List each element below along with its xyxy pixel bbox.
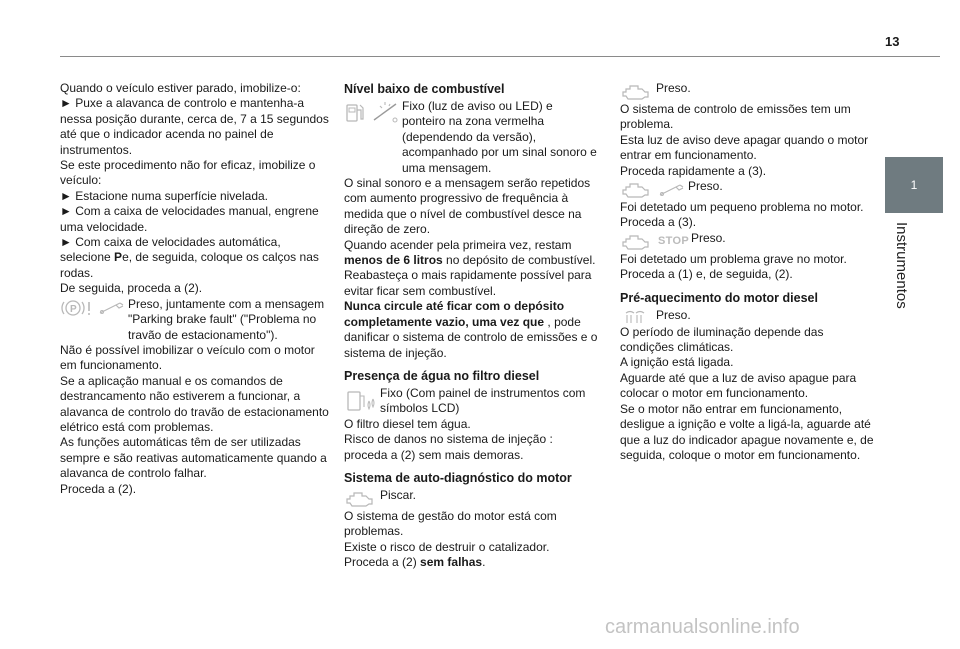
bullet-item: ► Com a caixa de velocidades manual, engrene uma velocidade. bbox=[60, 204, 319, 234]
column-1 bbox=[60, 81, 330, 497]
paragraph: A ignição está ligada. bbox=[620, 355, 734, 370]
paragraph: Foi detetado um pequeno problema no motor. bbox=[620, 200, 864, 215]
water-in-fuel-icon bbox=[344, 387, 378, 415]
wrench-icon bbox=[658, 182, 686, 198]
paragraph: O sistema de controlo de emissões tem um problema. bbox=[620, 102, 851, 132]
chapter-tab[interactable]: 1 bbox=[885, 157, 943, 213]
paragraph: Foi detetado um problema grave no motor. bbox=[620, 251, 847, 266]
paragraph: O sinal sonoro e a mensagem serão repetidos com aumento progressivo de frequência à medida que o nível de combustível desce na direção de zero. bbox=[344, 176, 591, 237]
bullet-icon: ► bbox=[60, 204, 76, 219]
glow-plug-warning bbox=[620, 308, 874, 325]
wrench-icon bbox=[98, 300, 126, 316]
paragraph: Se este procedimento não for eficaz, imobilize o veículo: bbox=[60, 158, 316, 188]
paragraph: Aguarde até que a luz de aviso apague para colocar o motor em funcionamento. bbox=[620, 370, 857, 401]
icon-description: Fixo (luz de aviso ou LED) e ponteiro na zona vermelha (dependendo da versão), acompanhado por um sinal sonoro e uma mensagem. bbox=[402, 99, 597, 175]
icon-description: Piscar. bbox=[380, 487, 417, 502]
parking-brake-icon bbox=[60, 298, 94, 318]
glow-plug-heading: Pré-aquecimento do motor diesel bbox=[620, 290, 818, 305]
fuel-pump-icon bbox=[344, 100, 366, 124]
engine-icon bbox=[344, 489, 378, 509]
paragraph: Quando acender pela primeira vez, restam menos de 6 litros no depósito de combustível. Reabasteça o mais rapidamente possível para evitar ficar sem combustível. bbox=[344, 237, 596, 298]
paragraph: O período de iluminação depende das condições climáticas. bbox=[620, 324, 824, 355]
icon-description: Preso. bbox=[656, 81, 691, 95]
svg-text:P: P bbox=[70, 303, 77, 315]
minor-engine-warning bbox=[620, 179, 874, 200]
paragraph: Nunca circule até ficar com o depósito completamente vazio, uma vez que , pode danificar o sistema de controlo de emissões e o sistema de injeção. bbox=[344, 299, 598, 360]
chapter-label: Instrumentos bbox=[893, 222, 910, 309]
icon-description: Fixo (Com painel de instrumentos com símbolos LCD) bbox=[380, 385, 586, 416]
paragraph: Quando o veículo estiver parado, imobilize-o: bbox=[60, 81, 301, 95]
fuel-heading: Nível baixo de combustível bbox=[344, 82, 505, 96]
emissions-warning bbox=[620, 81, 874, 102]
header-rule bbox=[60, 56, 940, 57]
paragraph: Existe o risco de destruir o catalizador. bbox=[344, 539, 550, 554]
fuel-gauge-icon bbox=[370, 100, 400, 124]
paragraph: Não é possível imobilizar o veículo com o motor em funcionamento. bbox=[60, 342, 315, 373]
column-3 bbox=[620, 81, 874, 463]
paragraph: Se a aplicação manual e os comandos de destrancamento não estiverem a funcionar, a alavanca de controlo do travão de estacionamento elétrico está com problemas. bbox=[60, 373, 329, 434]
engine-icon bbox=[620, 180, 654, 200]
paragraph: Proceda a (1) e, de seguida, (2). bbox=[620, 267, 793, 282]
bullet-item: ► Com caixa de velocidades automática, selecione Pe, de seguida, coloque os calços nas rodas. bbox=[60, 235, 319, 280]
water-warning bbox=[344, 386, 598, 417]
fuel-warning bbox=[344, 99, 598, 176]
diagnostic-heading: Sistema de auto-diagnóstico do motor bbox=[344, 470, 572, 485]
icon-description: Preso. bbox=[690, 230, 726, 245]
paragraph: Esta luz de aviso deve apagar quando o motor entrar em funcionamento. bbox=[620, 132, 869, 163]
water-heading: Presença de água no filtro diesel bbox=[344, 368, 540, 383]
parking-brake-warning bbox=[60, 297, 330, 343]
bullet-item: ► Puxe a alavanca de controlo e mantenha-a nessa posição durante, cerca de, 7 a 15 segundos até que o indicador acenda no painel de instrumentos. bbox=[60, 96, 329, 157]
engine-icon bbox=[620, 232, 654, 252]
paragraph: O sistema de gestão do motor está com problemas. bbox=[344, 508, 557, 539]
watermark: carmanualsonline.info bbox=[605, 616, 800, 638]
paragraph: De seguida, proceda a (2). bbox=[60, 281, 203, 296]
glow-plug-icon bbox=[620, 309, 654, 325]
icon-description: Preso. bbox=[656, 307, 691, 322]
page-number: 13 bbox=[885, 34, 900, 49]
bullet-icon: ► bbox=[60, 96, 76, 111]
paragraph: O filtro diesel tem água. bbox=[344, 416, 471, 431]
bullet-icon: ► bbox=[60, 235, 76, 250]
paragraph: Proceda a (2) sem falhas. bbox=[344, 555, 486, 570]
bullet-item: ► Estacione numa superfície nivelada. bbox=[60, 188, 268, 203]
icon-description: Preso, juntamente com a mensagem "Parking brake fault" ("Problema no travão de estacionamento"). bbox=[128, 296, 325, 342]
engine-diagnostic-warning bbox=[344, 488, 598, 509]
paragraph: Proceda rapidamente a (3). bbox=[620, 163, 767, 178]
paragraph: Proceda a (3). bbox=[620, 215, 697, 230]
paragraph: As funções automáticas têm de ser utilizadas sempre e são reativas automaticamente quando a alavanca de controlo falhar. bbox=[60, 435, 327, 481]
paragraph: Se o motor não entrar em funcionamento, desligue a ignição e volte a ligá-la, aguarde até que a luz do indicador apague novamente e, de seguida, coloque o motor em funcionamento. bbox=[620, 401, 874, 462]
stop-icon: STOP bbox=[658, 235, 689, 248]
paragraph: Risco de danos no sistema de injeção : proceda a (2) sem mais demoras. bbox=[344, 432, 553, 462]
serious-engine-warning bbox=[620, 231, 874, 252]
icon-description: Preso. bbox=[688, 179, 723, 194]
paragraph: Proceda a (2). bbox=[60, 481, 137, 496]
engine-icon bbox=[620, 82, 654, 102]
bullet-icon: ► bbox=[60, 188, 76, 203]
column-2 bbox=[344, 81, 598, 571]
